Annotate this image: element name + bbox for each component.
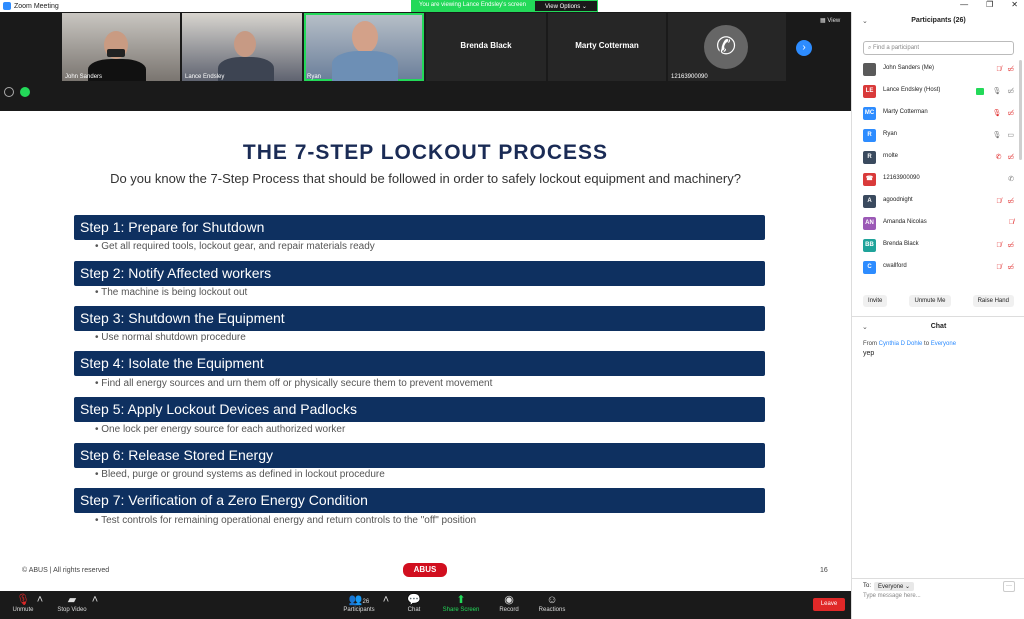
chat-recipient-select[interactable]: Everyone ⌄: [874, 582, 914, 591]
tile-name-label: Lance Endsley: [185, 74, 225, 80]
info-icon[interactable]: [4, 87, 14, 97]
chevron-down-icon[interactable]: ⌄: [862, 18, 868, 25]
chat-bubble-icon: 💬: [407, 594, 421, 606]
share-screen-button[interactable]: [442, 594, 480, 613]
reactions-button[interactable]: [538, 594, 566, 613]
mic-and-video-icons: 🎙 ▭: [992, 132, 1016, 139]
participant-row[interactable]: [852, 236, 1022, 258]
slide-subtitle: Do you know the 7-Step Process that should be followed in order to safely lockout equipment and machinery?: [110, 171, 741, 186]
meeting-status-icons: [4, 87, 30, 97]
reactions-label: Reactions: [538, 607, 566, 613]
muted-mic-and-video-off-icons: 🎙̸ ▭̸: [996, 66, 1016, 73]
chevron-down-icon[interactable]: ⌄: [862, 324, 868, 331]
step-bullet: • Get all required tools, lockout gear, and repair materials ready: [95, 241, 375, 252]
search-icon: ⌕: [868, 45, 874, 51]
unmute-me-button[interactable]: Unmute Me: [909, 295, 950, 307]
side-panel: [851, 12, 1024, 619]
tile-name-label: John Sanders: [65, 74, 103, 80]
view-options-button[interactable]: View Options ⌄: [534, 0, 598, 12]
video-camera-icon: ▰: [67, 594, 77, 606]
step-bullet-text: Use normal shutdown procedure: [101, 332, 246, 343]
step-bullet: • Use normal shutdown procedure: [95, 332, 246, 343]
participants-count: 26: [362, 599, 370, 605]
share-screen-icon: ⬆: [456, 594, 466, 606]
chat-message-header: [863, 341, 956, 347]
share-banner: [411, 0, 598, 12]
step-bullet: • Test controls for remaining operational energy and return controls to the "off" position: [95, 515, 477, 526]
zoom-logo-icon: [3, 2, 11, 10]
participant-video-head: [352, 21, 378, 53]
avatar: A: [863, 195, 876, 208]
shared-slide: [0, 111, 851, 591]
avatar: R: [863, 151, 876, 164]
participant-row[interactable]: [852, 214, 1022, 236]
participant-name: agoodnight: [883, 197, 913, 203]
video-strip: [0, 12, 851, 111]
chevron-up-icon: ˄: [36, 594, 44, 606]
participant-row[interactable]: [852, 192, 1022, 214]
video-tile-phone[interactable]: [668, 13, 786, 81]
stop-video-label: Stop Video: [57, 607, 87, 613]
video-options-caret[interactable]: [91, 594, 99, 607]
avatar: LE: [863, 85, 876, 98]
meeting-toolbar: [0, 591, 851, 619]
viewing-screen-label: You are viewing Lance Endsley's screen: [411, 0, 534, 12]
chat-recipient[interactable]: Everyone: [930, 341, 957, 347]
chat-from-prefix: From: [863, 341, 877, 347]
avatar: C: [863, 261, 876, 274]
avatar: AN: [863, 217, 876, 230]
participant-name: John Sanders (Me): [883, 65, 935, 71]
participant-name: 12163900090: [883, 175, 920, 181]
security-shield-icon[interactable]: [20, 87, 30, 97]
chevron-up-icon: ˄: [91, 594, 99, 606]
share-screen-label: Share Screen: [442, 607, 480, 613]
avatar: MC: [863, 107, 876, 120]
more-options-button[interactable]: ···: [1003, 581, 1015, 592]
muted-mic-icon: 🎙: [16, 594, 30, 606]
participant-name: Amanda Nicolas: [883, 219, 927, 225]
step-bullet-text: One lock per energy source for each authorized worker: [101, 424, 346, 435]
participants-panel-title: Participants (26): [911, 17, 966, 24]
view-button[interactable]: ▦ View: [820, 18, 841, 24]
close-icon[interactable]: ✕: [1011, 0, 1018, 9]
participant-list-scrollbar[interactable]: [1019, 60, 1022, 160]
step-banner: Step 2: Notify Affected workers: [74, 261, 765, 286]
video-tile-lance-endsley[interactable]: [182, 13, 302, 81]
step-bullet: • Find all energy sources and urn them off or physically secure them to prevent movement: [95, 378, 493, 389]
minimize-icon[interactable]: —: [960, 0, 969, 9]
step-bullet-text: The machine is being lockout out: [101, 287, 248, 298]
participant-list: [852, 60, 1022, 286]
abus-logo: ABUS: [403, 563, 447, 577]
muted-mic-icon: 🎙̸: [1008, 219, 1016, 226]
participant-video-body: [332, 51, 398, 81]
mic-and-video-off-icons: 🎙 ▭̸: [992, 110, 1016, 117]
chevron-up-icon: ˄: [382, 594, 390, 606]
participants-label: Participants: [343, 607, 375, 613]
invite-button[interactable]: Invite: [863, 295, 887, 307]
participants-button[interactable]: [340, 594, 378, 613]
participant-search-input[interactable]: [863, 41, 1014, 55]
record-label: Record: [499, 607, 519, 613]
participant-row[interactable]: [852, 258, 1022, 280]
audio-options-caret[interactable]: [36, 594, 44, 607]
slide-page-number: 16: [820, 567, 828, 574]
participant-row[interactable]: [852, 126, 1022, 148]
participant-video-body: [218, 57, 274, 81]
step-bullet-text: Get all required tools, lockout gear, and repair materials ready: [101, 241, 375, 252]
participant-row[interactable]: [852, 148, 1022, 170]
step-bullet: • Bleed, purge or ground systems as defined in lockout procedure: [95, 469, 385, 480]
video-tile-ryan[interactable]: [304, 13, 424, 81]
next-page-button[interactable]: ›: [796, 40, 812, 56]
record-button[interactable]: [498, 594, 520, 613]
participant-name: Marty Cotterman: [883, 109, 928, 115]
window-title: Zoom Meeting: [14, 2, 59, 10]
stop-video-button[interactable]: [55, 594, 89, 613]
participant-name: cwallford: [883, 263, 907, 269]
avatar: [863, 63, 876, 76]
maximize-icon[interactable]: ❐: [986, 0, 994, 9]
participant-row[interactable]: [852, 104, 1022, 126]
chat-button[interactable]: [404, 594, 424, 613]
unmute-label: Unmute: [12, 607, 34, 613]
phone-avatar-icon: ☎: [863, 173, 876, 186]
avatar: BB: [863, 239, 876, 252]
participant-name: Lance Endsley (Host): [883, 87, 941, 93]
step-bullet-text: Find all energy sources and urn them off or physically secure them to prevent movement: [101, 378, 493, 389]
chat-message-text: yep: [863, 350, 875, 357]
tile-name-label: Marty Cotterman: [575, 41, 639, 50]
step-bullet-text: Test controls for remaining operational energy and return controls to the "off" position: [101, 515, 477, 526]
mic-and-video-icons: 🎙 ▭̸: [992, 88, 1016, 95]
phone-icon: ✆: [704, 25, 748, 69]
participants-options-caret[interactable]: [382, 594, 390, 607]
screen-share-badge-icon: [976, 88, 984, 95]
unmute-button[interactable]: [10, 594, 36, 613]
video-tile-brenda-black[interactable]: [426, 13, 546, 81]
meeting-stage: [0, 12, 851, 591]
step-banner: Step 1: Prepare for Shutdown: [74, 215, 765, 240]
step-banner: Step 6: Release Stored Energy: [74, 443, 765, 468]
window-controls: [960, 0, 1018, 9]
step-bullet: • One lock per energy source for each authorized worker: [95, 424, 346, 435]
step-banner: Step 3: Shutdown the Equipment: [74, 306, 765, 331]
step-bullet-text: Bleed, purge or ground systems as defined in lockout procedure: [101, 469, 385, 480]
muted-mic-and-video-off-icons: 🎙̸ ▭̸: [996, 198, 1016, 205]
chat-to-word: to: [924, 341, 930, 347]
participant-name: rnolte: [883, 153, 899, 159]
smiley-icon: ☺: [546, 594, 558, 606]
phone-and-video-off-icons: ✆ ▭̸: [995, 154, 1016, 161]
chat-sender[interactable]: Cynthia D Dohle: [878, 341, 923, 347]
participant-name: Ryan: [883, 131, 898, 137]
panel-divider: [852, 316, 1024, 317]
phone-icon: ✆: [1008, 176, 1016, 183]
step-banner: Step 4: Isolate the Equipment: [74, 351, 765, 376]
slide-copyright: © ABUS | All rights reserved: [22, 567, 110, 574]
search-placeholder: Find a participant: [873, 45, 920, 51]
face-mask: [107, 49, 125, 57]
participant-row[interactable]: [852, 60, 1022, 82]
record-icon: ◉: [504, 594, 514, 606]
avatar: R: [863, 129, 876, 142]
video-tile-john-sanders[interactable]: [62, 13, 180, 81]
participant-row[interactable]: [852, 170, 1022, 192]
muted-mic-and-video-off-icons: 🎙̸ ▭̸: [996, 264, 1016, 271]
muted-mic-and-video-off-icons: 🎙̸ ▭̸: [996, 242, 1016, 249]
tile-name-label: Brenda Black: [460, 41, 512, 50]
step-banner: Step 5: Apply Lockout Devices and Padlocks: [74, 397, 765, 422]
participant-video-head: [234, 31, 256, 57]
slide-title: THE 7-STEP LOCKOUT PROCESS: [242, 141, 609, 164]
step-banner: Step 7: Verification of a Zero Energy Condition: [74, 488, 765, 513]
leave-button[interactable]: Leave: [813, 598, 845, 611]
participant-row[interactable]: [852, 82, 1022, 104]
chat-panel-title: Chat: [930, 323, 947, 330]
step-bullet: • The machine is being lockout out: [95, 287, 248, 298]
participants-icon: 👥26: [348, 594, 370, 606]
chat-label: Chat: [407, 607, 421, 613]
tile-name-label: 12163900090: [671, 74, 708, 80]
raise-hand-button[interactable]: Raise Hand: [973, 295, 1014, 307]
participant-name: Brenda Black: [883, 241, 919, 247]
tile-name-label: Ryan: [307, 74, 322, 80]
to-label: To:: [863, 583, 872, 589]
chat-message-input[interactable]: Type message here...: [863, 593, 921, 599]
video-tile-marty-cotterman[interactable]: [548, 13, 666, 81]
participant-actions: [852, 295, 1024, 307]
